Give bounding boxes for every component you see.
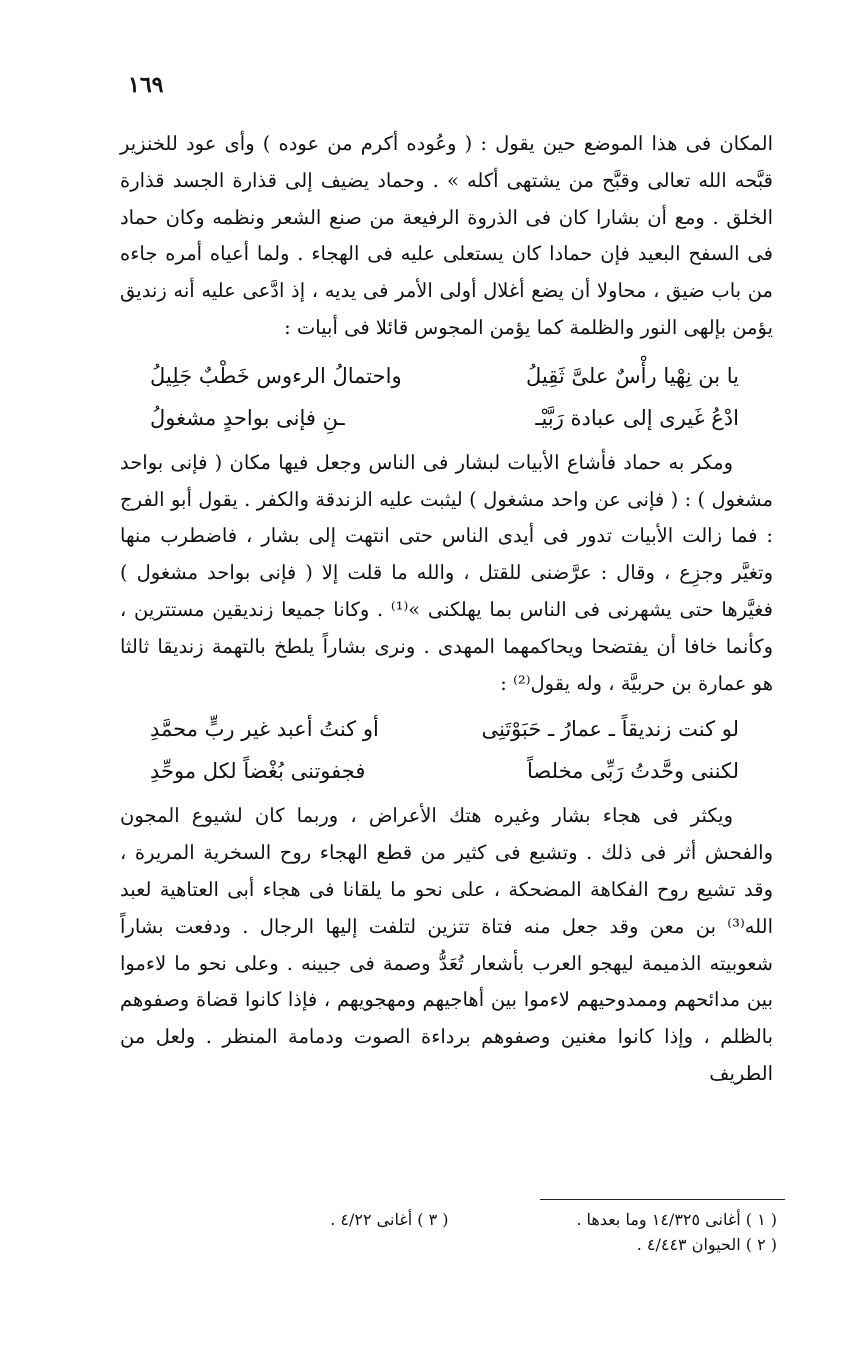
verse-hemistich-second: أو كنتُ أعبد غير ربٍّ محمَّدِ	[150, 717, 379, 742]
verse-line	[120, 355, 773, 397]
verse-hemistich-second: فجفوتنى بُغْضاً لكل موحِّدِ	[150, 759, 366, 784]
verse-hemistich-first: يا بن نِهْيا رأْسٌ علىَّ ثَقِيلُ	[525, 363, 739, 388]
footnote-row	[120, 1232, 777, 1257]
footnote-2: ( ٢ ) الحيوان ٤/٤٤٣ .	[636, 1235, 777, 1254]
verse-line	[120, 750, 773, 792]
verse-line	[120, 397, 773, 439]
footnote-row	[120, 1207, 777, 1232]
footnote-divider	[540, 1199, 785, 1200]
verse-block-2	[120, 708, 773, 792]
paragraph-2: ومكر به حماد فأشاع الأبيات لبشار فى الناس وجعل فيها مكان ( فإنى بواحد مشغول ) : ( فإنى عن واحد مشغول ) ليثبت عليه الزندقة والكفر . يقول أبو الفرج : فما زالت الأبيات تدور فى أيدى الناس حتى انتهت إلى بشار ، فاضطرب منها وتغيَّر وجزِع ، وقال : عرَّضنى للقتل ، والله ما قلت إلا ( فإنى بواحد مشغول ) فغيَّرها حتى يشهرنى فى الناس بما يهلكنى »⁽¹⁾ . وكانا جميعا زنديقين مستترين ، وكأنما خافا أن يفتضحا ويحاكمهما المهدى . ونرى بشاراً يلطخ بالتهمة زنديقا ثالثا هو عمارة بن حربيَّة ، وله يقول⁽²⁾ :	[120, 450, 773, 695]
verse-hemistich-first: لكننى وحَّدتُ رَبِّى مخلصاً	[527, 759, 739, 784]
footnotes	[120, 1207, 777, 1257]
page-body	[120, 126, 773, 1093]
verse-hemistich-first: ادْعُ غَيرى إلى عبادة رَبَّيْـ	[535, 405, 739, 430]
verse-hemistich-second: واحتمالُ الرءوس خَطْبٌ جَلِيلُ	[150, 363, 402, 388]
page-number: ١٦٩	[128, 72, 164, 98]
footnote-1: ( ١ ) أغانى ١٤/٣٢٥ وما بعدها .	[576, 1210, 777, 1229]
footnote-3: ( ٣ ) أغانى ٤/٢٢ .	[330, 1210, 449, 1229]
paragraph-1: المكان فى هذا الموضع حين يقول : ( وعُوده أكرم من عوده ) وأى عود للخنزير قبَّحه الله تعالى وقبَّح من يشتهى أكله » . وحماد يضيف إلى قذارة الجسد قذارة الخلق . ومع أن بشارا كان فى الذروة الرفيعة من صنع الشعر ونظمه وكان حماد فى السفح البعيد فإن حمادا كان يستعلى عليه فى الهجاء . ولما أعياه أمره جاءه من باب ضيق ، محاولا أن يضع أغلال أولى الأمر فى يديه ، إذ ادَّعى عليه أنه زنديق يؤمن بإلهى النور والظلمة كما يؤمن المجوس قائلا فى أبيات :	[120, 132, 773, 339]
verse-hemistich-first: لو كنت زنديقاً ـ عمارُ ـ حَبَوْتَنِى	[481, 717, 739, 742]
verse-block-1	[120, 355, 773, 439]
verse-line	[120, 708, 773, 750]
verse-hemistich-second: ـنِ فإنى بواحدٍ مشغولُ	[150, 405, 345, 430]
paragraph-3: ويكثر فى هجاء بشار وغيره هتك الأعراض ، وربما كان لشيوع المجون والفحش أثر فى ذلك . وتشيع فى كثير من قطع الهجاء روح السخرية المريرة ، وقد تشيع روح الفكاهة المضحكة ، على نحو ما يلقانا فى هجاء أبى العتاهية لعبد الله⁽³⁾ بن معن وقد جعل منه فتاة تتزين لتلفت إليها الرجال . ودفعت بشاراً شعوبيته الذميمة ليهجو العرب بأشعار تُعَدُّ وصمة فى جبينه . وعلى نحو ما لاءموا بين مدائحهم وممدوحيهم لاءموا بين أهاجيهم ومهجويهم ، فإذا كانوا قضاة وصفوهم بالظلم ، وإذا كانوا مغنين وصفوهم برداءة الصوت ودمامة المنظر . ولعل من الطريف	[120, 804, 773, 1085]
